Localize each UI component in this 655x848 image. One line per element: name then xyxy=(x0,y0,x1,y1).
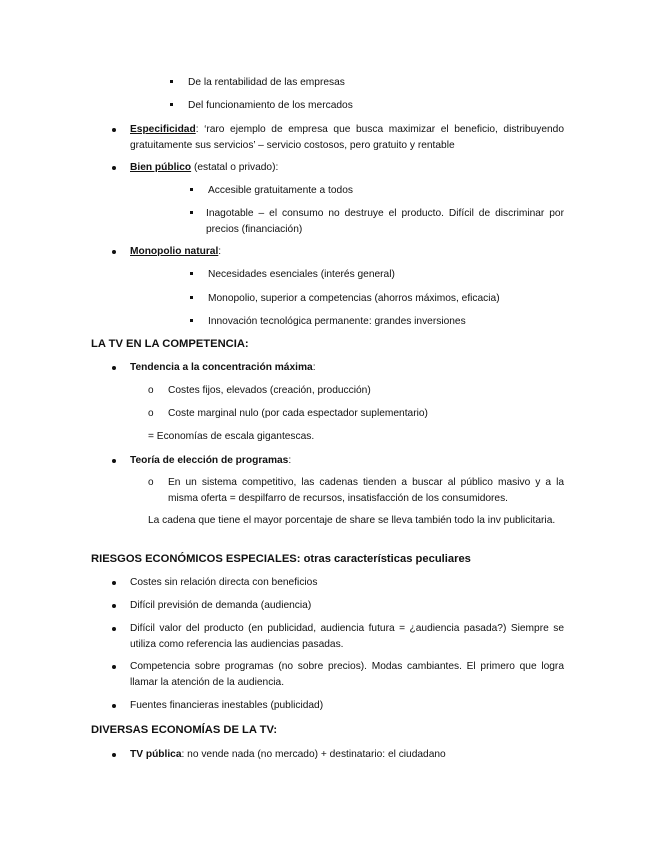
teoria-line xyxy=(130,453,291,469)
bullet-icon xyxy=(112,604,116,608)
bien-publico-line xyxy=(130,160,278,176)
bullet-icon xyxy=(112,753,116,757)
note: La cadena que tiene el mayor porcentaje de share se lleva también todo la inv publicitaria. xyxy=(148,515,556,526)
tendencia-text: : xyxy=(312,362,316,373)
list-item: Costes sin relación directa con beneficios xyxy=(130,577,318,588)
square-bullet-icon xyxy=(170,80,173,83)
section-heading: DIVERSAS ECONOMÍAS DE LA TV: xyxy=(91,724,278,736)
list-item: Necesidades esenciales (interés general) xyxy=(208,269,395,280)
list-item: Innovación tecnológica permanente: grandes inversiones xyxy=(208,316,466,327)
list-item: Competencia sobre programas (no sobre precios). Modas cambiantes. El primero que logra llamar la atención de la audiencia. xyxy=(130,661,564,688)
note: = Economías de escala gigantescas. xyxy=(148,431,315,442)
square-bullet-icon xyxy=(190,188,193,191)
bullet-icon xyxy=(112,581,116,585)
monopolio-text: : xyxy=(218,246,222,257)
list-item: Del funcionamiento de los mercados xyxy=(188,100,353,111)
list-item: Coste marginal nulo (por cada espectador suplementario) xyxy=(168,408,428,419)
teoria-text: : xyxy=(288,455,292,466)
list-item: Costes fijos, elevados (creación, producción) xyxy=(168,385,371,396)
section-heading: RIESGOS ECONÓMICOS ESPECIALES: otras características peculiares xyxy=(91,553,471,565)
tendencia-line xyxy=(130,360,316,376)
bullet-icon xyxy=(112,366,116,370)
bullet-icon xyxy=(112,250,116,254)
circle-bullet-icon: o xyxy=(148,408,154,419)
circle-bullet-icon: o xyxy=(148,477,154,488)
tendencia-term: Tendencia a la concentración máxima xyxy=(130,362,313,373)
bullet-icon xyxy=(112,665,116,669)
section-heading: LA TV EN LA COMPETENCIA: xyxy=(91,338,249,350)
circle-bullet-icon: o xyxy=(148,385,154,396)
bullet-icon xyxy=(112,128,116,132)
square-bullet-icon xyxy=(170,103,173,106)
square-bullet-icon xyxy=(190,319,193,322)
monopolio-term: Monopolio natural xyxy=(130,246,219,257)
monopolio-line xyxy=(130,244,221,260)
list-item: Monopolio, superior a competencias (ahorros máximos, eficacia) xyxy=(208,293,500,304)
especificidad-term: Especificidad xyxy=(130,124,196,135)
especificidad-text: : ‘raro ejemplo de empresa que busca maximizar el beneficio, distribuyendo gratuitamente sus servicios’ – servicio costosos, pero gratuito y rentable xyxy=(130,124,564,151)
list-item: Difícil previsión de demanda (audiencia) xyxy=(130,600,312,611)
tv-publica-line xyxy=(130,747,446,763)
list-item: Inagotable – el consumo no destruye el producto. Difícil de discriminar por precios (financiación) xyxy=(206,208,564,235)
list-item: Accesible gratuitamente a todos xyxy=(208,185,353,196)
tv-publica-text: : no vende nada (no mercado) + destinatario: el ciudadano xyxy=(181,749,446,760)
square-bullet-icon xyxy=(190,211,193,214)
tv-publica-term: TV pública xyxy=(130,749,182,760)
teoria-term: Teoría de elección de programas xyxy=(130,455,289,466)
bullet-icon xyxy=(112,704,116,708)
bullet-icon xyxy=(112,459,116,463)
bien-publico-term: Bien público xyxy=(130,162,192,173)
square-bullet-icon xyxy=(190,272,193,275)
bullet-icon xyxy=(112,627,116,631)
list-item: Fuentes financieras inestables (publicidad) xyxy=(130,700,324,711)
bien-publico-text: (estatal o privado): xyxy=(191,162,279,173)
square-bullet-icon xyxy=(190,296,193,299)
list-item: De la rentabilidad de las empresas xyxy=(188,77,345,88)
bullet-icon xyxy=(112,166,116,170)
list-item: Difícil valor del producto (en publicidad, audiencia futura = ¿audiencia pasada?) Siempre se utiliza como referencia las audiencias pasadas. xyxy=(130,623,564,650)
list-item: En un sistema competitivo, las cadenas tienden a buscar al público masivo y a la misma oferta = despilfarro de recursos, insatisfacción de los consumidores. xyxy=(168,477,564,504)
especificidad-paragraph xyxy=(130,122,564,154)
